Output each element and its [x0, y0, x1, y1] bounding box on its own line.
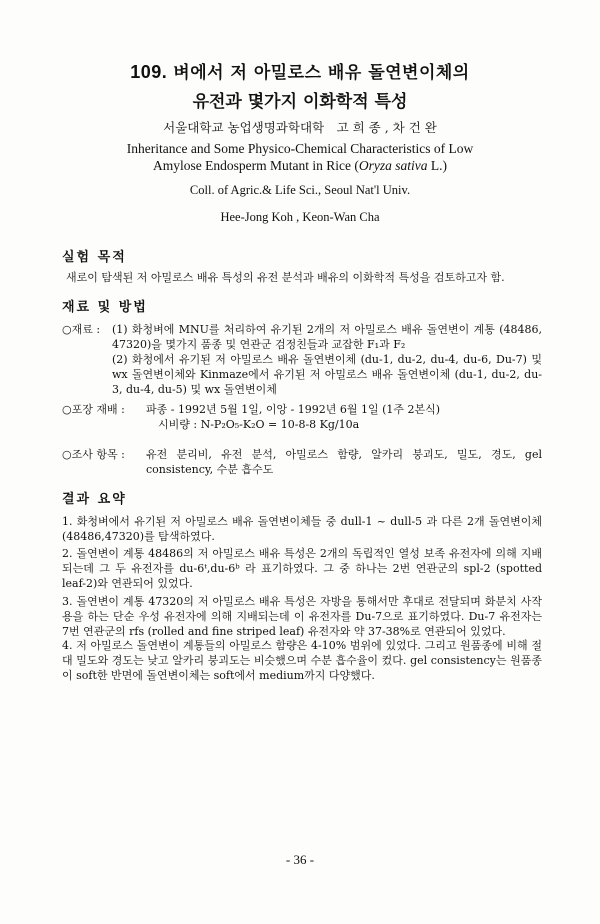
section-heading-purpose: 실험 목적	[62, 250, 127, 265]
result-item-2: 2. 돌연변이 계통 48486의 저 아밀로스 배유 특성은 2개의 독립적인 열성 보족 유전자에 의해 지배되는데 그 두 유전자를 du-6ᵗ,du-6ᵇ 라 표기하였다. 그 중 하나는 2번 연관군의 spl-2 (spotted leaf-2)와 연관되어 있었다.	[62, 547, 542, 590]
result-item-1: 1. 화청벼에서 유기된 저 아밀로스 배유 돌연변이체들 중 dull-1 ~ dull-5 과 다른 2개 돌연변이체 (48486,47320)를 탐색하였다.	[62, 515, 542, 543]
paper-number: 109.	[130, 62, 168, 82]
materials-item-1: (1) 화청벼에 MNU를 처리하여 유기된 2개의 저 아밀로스 배유 돌연변이 계통 (48486, 47320)을 몇가지 품종 및 연관군 검정친들과 교잡한 F₁과 F₂	[112, 323, 542, 351]
species-name: Oryza sativa	[358, 158, 428, 173]
field-label: ○포장 재배 :	[62, 403, 125, 416]
materials-label: ○재료 :	[62, 323, 101, 336]
page-number: - 36 -	[285, 852, 315, 867]
result-item-4: 4. 저 아밀로스 돌연변이 계통들의 아밀로스 함량은 4-10% 범위에 있었다. 그리고 원품종에 비해 절대 밀도와 경도는 낮고 알카리 붕괴도는 비슷했으며 수분 흡수율이 컸다. gel consistency는 원품종이 soft한 반면에 돌연변이체는 soft에서 medium까지 다양했다.	[62, 639, 542, 682]
english-title-line-2	[0, 157, 600, 174]
section-heading-results: 결과 요약	[62, 492, 127, 507]
title-line-2: 유전과 몇가지 이화학적 특성	[192, 92, 408, 112]
materials-item-2: (2) 화청에서 유기된 저 아밀로스 배유 돌연변이체 (du-1, du-2, du-4, du-6, Du-7) 및 wx 돌연변이체와 Kinmaze에서 유기된 저 아밀로스 배유 돌연변이체 (du-1, du-2, du-3, du-4, du-5) 및 wx 돌연변이체	[112, 353, 542, 396]
english-title-suffix: L.)	[427, 158, 447, 173]
english-authors: Hee-Jong Koh , Keon-Wan Cha	[220, 210, 380, 224]
title-line-1: 벼에서 저 아밀로스 배유 돌연변이체의	[173, 63, 470, 83]
section-heading-methods: 재료 및 방법	[62, 300, 148, 315]
survey-label: ○조사 항목 :	[62, 448, 125, 461]
result-item-3: 3. 돌연변이 계통 47320의 저 아밀로스 배유 특성은 자방을 통해서만 후대로 전달되며 화분치 사작용을 하는 단순 우성 유전자에 의해 지배되는데 이 유전자를 Du-7으로 표기하였다. Du-7 유전자는 7번 연관군의 rfs (rolled and fine striped leaf) 유전자와 약 37-38%로 연관되어 있었다.	[62, 595, 542, 638]
english-affiliation: Coll. of Agric.& Life Sci., Seoul Nat'l Univ.	[189, 183, 411, 197]
purpose-text: 새로이 탐색된 저 아밀로스 배유 특성의 유전 분석과 배유의 이화학적 특성을 검토하고자 함.	[66, 271, 505, 284]
english-title	[0, 140, 600, 174]
korean-affiliation: 서울대학교 농업생명과학대학 고 희 종 , 차 건 완	[163, 120, 437, 135]
english-title-line-1: Inheritance and Some Physico-Chemical Characteristics of Low	[126, 141, 474, 156]
field-sowing: 파종 - 1992년 5월 1일, 이앙 - 1992년 6월 1일 (1주 2본식)	[146, 403, 441, 416]
field-fertilizer: 시비량 : N-P₂O₅-K₂O = 10-8-8 Kg/10a	[158, 418, 360, 431]
paper-title	[0, 58, 600, 112]
survey-items: 유전 분리비, 유전 분석, 아밀로스 함량, 알카리 붕괴도, 밀도, 경도, gel consistency, 수분 흡수도	[146, 448, 542, 476]
english-title-prefix: Amylose Endosperm Mutant in Rice (	[153, 158, 359, 173]
